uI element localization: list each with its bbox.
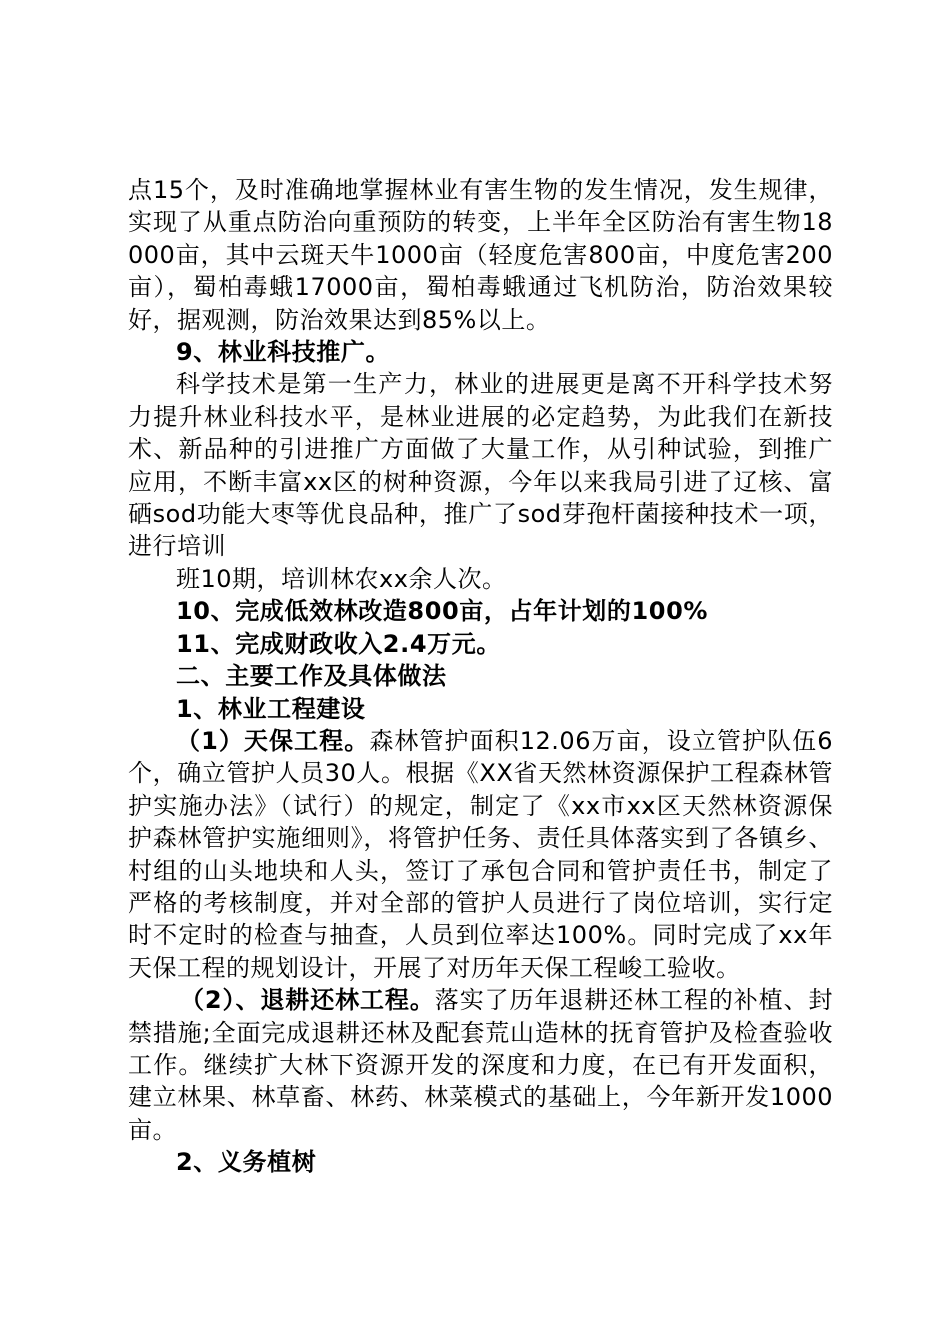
tianbao-label: （1）天保工程。 [176, 726, 370, 755]
heading-forest-improvement: 10、完成低效林改造800亩，占年计划的100% [176, 597, 709, 626]
document-body [128, 174, 833, 1179]
heading-fiscal-revenue: 11、完成财政收入2.4万元。 [176, 629, 501, 658]
heading-science-promotion: 9、林业科技推广。 [176, 338, 391, 367]
heading-tree-planting: 2、义务植树 [176, 1148, 317, 1177]
tuigeng-text: 落实了历年退耕还林工程的补植、封禁措施;全面完成退耕还林及配套荒山造林的抚育管护及检查验收工作。继续扩大林下资源开发的深度和力度，在已有开发面积，建立林果、林草畜、林药、林菜模式的基础上，今年新开发1000亩。 [128, 986, 834, 1144]
tuigeng-paragraph [128, 984, 833, 1146]
heading-section-two: 二、主要工作及具体做法 [176, 662, 447, 691]
tuigeng-label: （2）、退耕还林工程。 [180, 986, 435, 1015]
science-promotion-paragraph: 科学技术是第一生产力，林业的进展更是离不开科学技术努力提升林业科技水平，是林业进展的必定趋势，为此我们在新技术、新品种的引进推广方面做了大量工作，从引种试验，到推广应用，不断丰富xx区的树种资源，今年以来我局引进了辽核、富硒sod功能大枣等优良品种，推广了sod芽孢杆菌接种技术一项，进行培训 [128, 370, 833, 561]
tianbao-text: 森林管护面积12.06万亩，设立管护队伍6个，确立管护人员30人。根据《XX省天然林资源保护工程森林管护实施办法》（试行）的规定，制定了《xx市xx区天然林资源保护森林管护实施细则》，将管护任务、责任具体落实到了各镇乡、村组的山头地块和人头，签订了承包合同和管护责任书，制定了严格的考核制度，并对全部的管护人员进行了岗位培训，实行定时不定时的检查与抽查，人员到位率达100%。同时完成了xx年天保工程的规划设计，开展了对历年天保工程峻工验收。 [128, 726, 833, 982]
training-paragraph: 班10期，培训林农xx余人次。 [176, 564, 507, 593]
heading-forestry-engineering: 1、林业工程建设 [176, 694, 366, 723]
tianbao-paragraph [128, 725, 833, 984]
pest-control-paragraph: 点15个，及时准确地掌握林业有害生物的发生情况，发生规律，实现了从重点防治向重预防的转变，上半年全区防治有害生物18000亩，其中云斑天牛1000亩（轻度危害800亩，中度危害200亩），蜀柏毒蛾17000亩，蜀柏毒蛾通过飞机防治，防治效果较好，据观测，防治效果达到85%以上。 [128, 176, 833, 334]
